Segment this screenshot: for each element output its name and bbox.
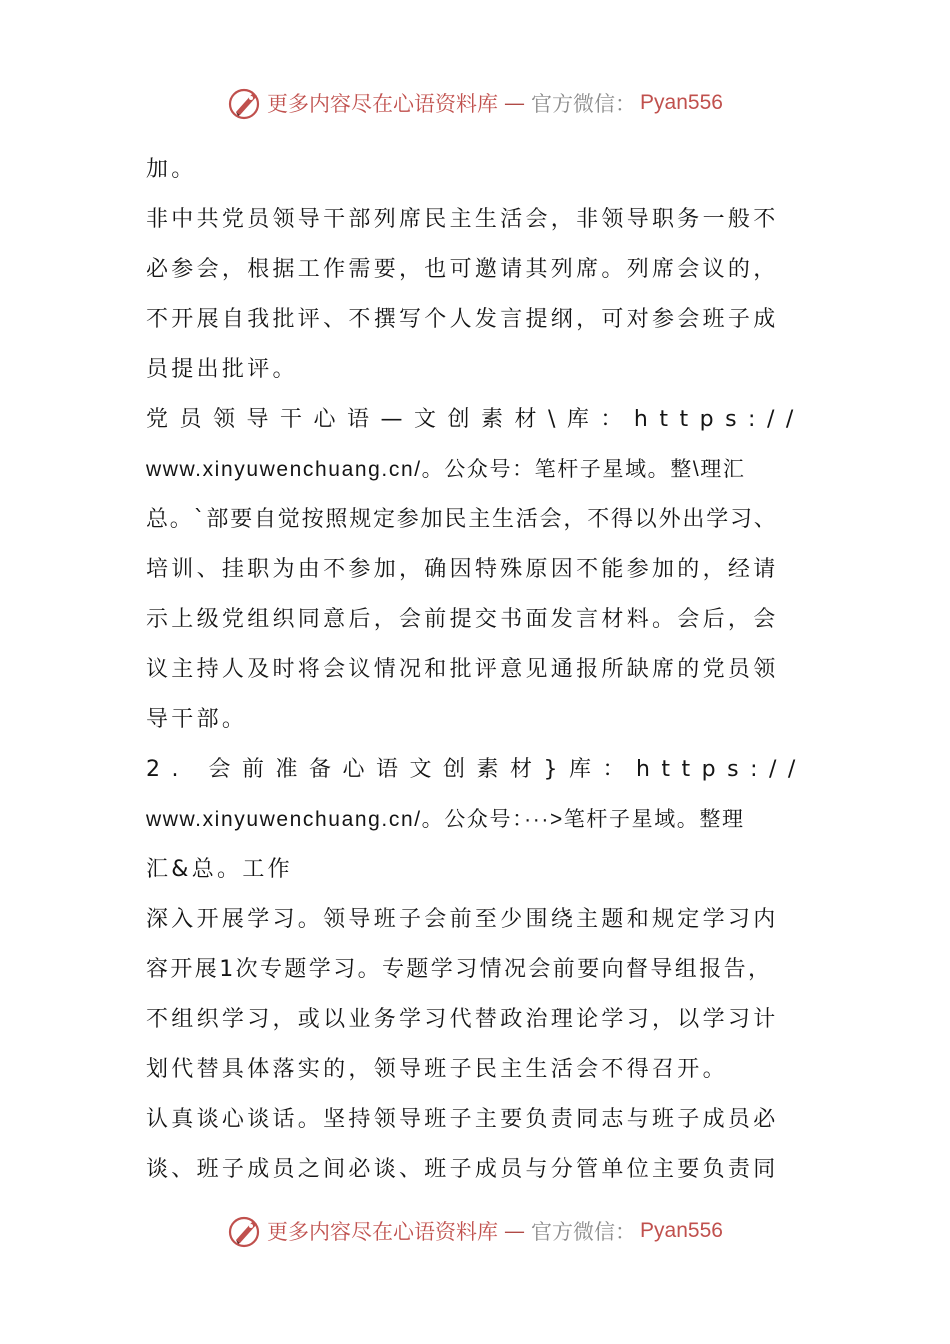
banner-wechat-label: 官方微信：	[531, 1220, 637, 1244]
text-line: 汇&总。工作	[146, 857, 293, 882]
text-line: www.xinyuwenchuang.cn/。公众号：笔杆子星域。整\理汇	[146, 458, 746, 481]
banner-separator: —	[504, 91, 526, 115]
text-line: 总。`部要自觉按照规定参加民主生活会，不得以外出学习、	[146, 507, 778, 532]
header-watermark-banner	[0, 83, 950, 123]
banner-wechat-id: Pyan556	[640, 91, 723, 114]
text-line: 党员领导干心语—文创素材\库：https://	[146, 407, 805, 432]
text-line: www.xinyuwenchuang.cn/。公众号：···>笔杆子星域。整理	[146, 808, 745, 831]
text-line: 必参会，根据工作需要，也可邀请其列席。列席会议的，	[146, 257, 779, 282]
footer-watermark-banner	[0, 1211, 950, 1251]
pen-logo-icon	[227, 85, 263, 121]
text-line: 不组织学习，或以业务学习代替政治理论学习，以学习计	[146, 1007, 779, 1032]
banner-main-text: 更多内容尽在心语资料库	[267, 92, 499, 116]
text-line: 示上级党组织同意后，会前提交书面发言材料。会后，会	[146, 607, 779, 632]
document-body	[146, 145, 806, 1195]
pen-logo-icon	[227, 1213, 263, 1249]
text-line: 2. 会前准备心语文创素材}库：https://	[146, 757, 807, 782]
banner-wechat-id: Pyan556	[640, 1219, 723, 1242]
banner-wechat-label: 官方微信：	[531, 92, 637, 116]
text-line: 不开展自我批评、不撰写个人发言提纲，可对参会班子成	[146, 307, 779, 332]
banner-main-text: 更多内容尽在心语资料库	[267, 1220, 499, 1244]
banner-separator: —	[504, 1219, 526, 1243]
text-line: 加。	[146, 157, 197, 182]
text-line: 议主持人及时将会议情况和批评意见通报所缺席的党员领	[146, 657, 779, 682]
text-line: 谈、班子成员之间必谈、班子成员与分管单位主要负责同	[146, 1157, 779, 1182]
text-line: 导干部。	[146, 707, 248, 732]
text-line: 非中共党员领导干部列席民主生活会，非领导职务一般不	[146, 207, 779, 232]
text-line: 深入开展学习。领导班子会前至少围绕主题和规定学习内	[146, 907, 779, 932]
text-line: 培训、挂职为由不参加，确因特殊原因不能参加的，经请	[146, 557, 779, 582]
text-line: 划代替具体落实的，领导班子民主生活会不得召开。	[146, 1057, 728, 1082]
text-line: 员提出批评。	[146, 357, 298, 382]
text-line: 容开展1次专题学习。专题学习情况会前要向督导组报告，	[146, 957, 773, 982]
text-line: 认真谈心谈话。坚持领导班子主要负责同志与班子成员必	[146, 1107, 779, 1132]
